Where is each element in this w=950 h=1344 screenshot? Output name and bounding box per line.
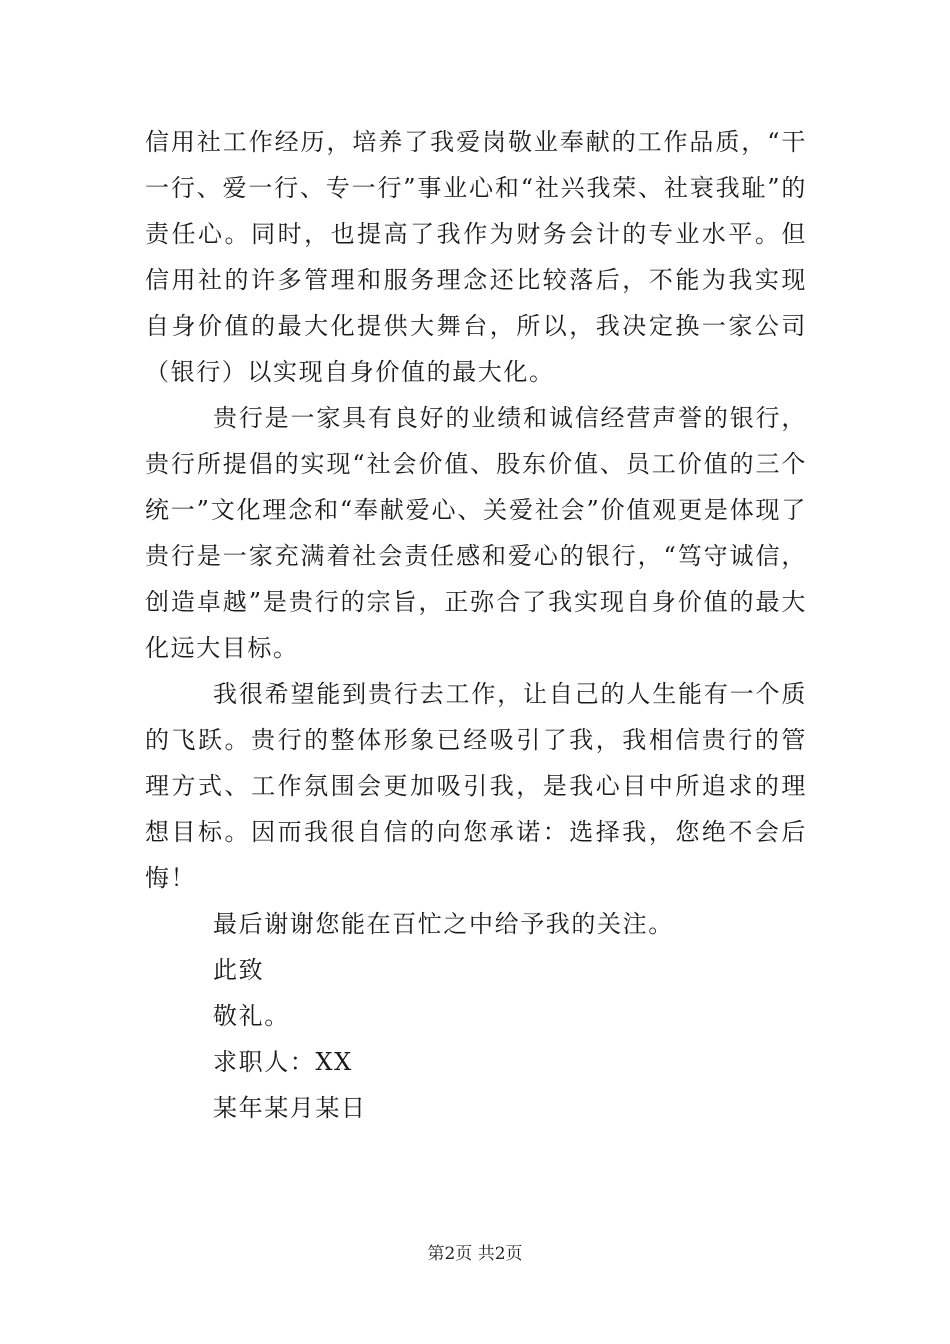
closing-regards: 敬礼。 [213, 1002, 290, 1030]
paragraph-continued: 信用社工作经历，培养了我爱岗敬业奉献的工作品质，“干一行、爱一行、专一行”事业心和“社兴我荣、社衰我耻”的责任心。同时，也提高了我作为财务会计的专业水平。但信用社的许多管理和服务理念还比较落后，不能为我实现自身价值的最大化提供大舞台，所以，我决定换一家公司（银行）以实现自身价值的最大化。 [145, 128, 807, 386]
closing-salutation: 此致 [213, 956, 265, 984]
paragraph-aspiration: 我很希望能到贵行去工作，让自己的人生能有一个质的飞跃。贵行的整体形象已经吸引了我，我相信贵行的管理方式、工作氛围会更加吸引我，是我心目中所追求的理想目标。因而我很自信的向您承诺：选择我，您绝不会后悔！ [145, 680, 807, 892]
paragraph-bank-praise: 贵行是一家具有良好的业绩和诚信经营声誉的银行，贵行所提倡的实现“社会价值、股东价值、员工价值的三个统一”文化理念和“奉献爱心、关爱社会”价值观更是体现了贵行是一家充满着社会责任感和爱心的银行，“笃守诚信，创造卓越”是贵行的宗旨，正弥合了我实现自身价值的最大化远大目标。 [145, 404, 807, 662]
signature: 求职人：XX [213, 1048, 353, 1076]
page-footer: 第2页 共2页 [427, 1244, 523, 1264]
letter-body [145, 119, 807, 1131]
closing-thanks: 最后谢谢您能在百忙之中给予我的关注。 [213, 910, 674, 938]
letter-date: 某年某月某日 [213, 1094, 367, 1122]
